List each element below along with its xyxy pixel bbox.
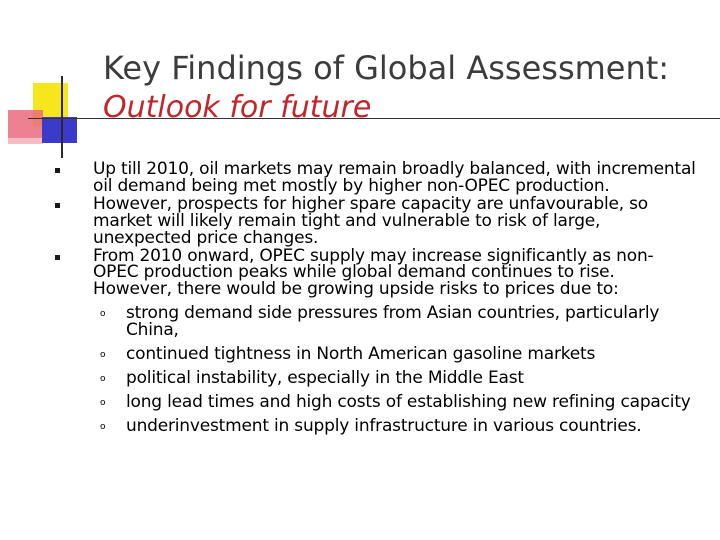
sub-bullet-item	[0, 367, 720, 388]
bullet-text: From 2010 onward, OPEC supply may increase significantly as non-OPEC production peaks while global demand continues to rise. However, there would be growing upside risks to prices due to:	[93, 245, 654, 300]
sub-bullet-item	[0, 305, 720, 339]
bullet-list	[0, 161, 720, 435]
sub-bullet-text: long lead times and high costs of establishing new refining capacity	[126, 391, 691, 412]
logo-blue-square	[42, 117, 77, 143]
logo-pink-square	[8, 110, 43, 138]
circle-bullet-icon: o	[100, 397, 106, 408]
bullet-item	[0, 161, 720, 195]
square-bullet-icon	[55, 168, 60, 173]
slide-subtitle: Outlook for future	[103, 90, 372, 125]
logo-vertical-line	[61, 76, 63, 158]
sub-bullet-text: continued tightness in North American gasoline markets	[126, 344, 596, 365]
square-bullet-icon	[55, 203, 60, 208]
circle-bullet-icon: o	[100, 421, 106, 432]
slide-title: Key Findings of Global Assessment:	[103, 49, 670, 87]
logo-pink-strip	[8, 138, 43, 144]
circle-bullet-icon: o	[100, 373, 106, 384]
circle-bullet-icon: o	[100, 350, 106, 361]
sub-bullet-text: underinvestment in supply infrastructure in various countries.	[126, 415, 642, 436]
sub-bullet-text: strong demand side pressures from Asian countries, particularly China,	[126, 303, 660, 341]
bullet-text: However, prospects for higher spare capacity are unfavourable, so market will likely remain tight and vulnerable to risk of large, unexpected price changes.	[93, 193, 648, 248]
sub-bullet-item	[0, 346, 720, 363]
bullet-item	[0, 193, 720, 248]
sub-bullet-item	[0, 415, 720, 436]
sub-bullet-item	[0, 391, 720, 412]
bullet-item	[0, 245, 720, 300]
circle-bullet-icon: o	[100, 309, 106, 320]
sub-bullet-text: political instability, especially in the Middle East	[126, 367, 524, 388]
bullet-text: Up till 2010, oil markets may remain broadly balanced, with incremental oil demand being met mostly by higher non-OPEC production.	[93, 159, 696, 196]
square-bullet-icon	[55, 255, 60, 260]
